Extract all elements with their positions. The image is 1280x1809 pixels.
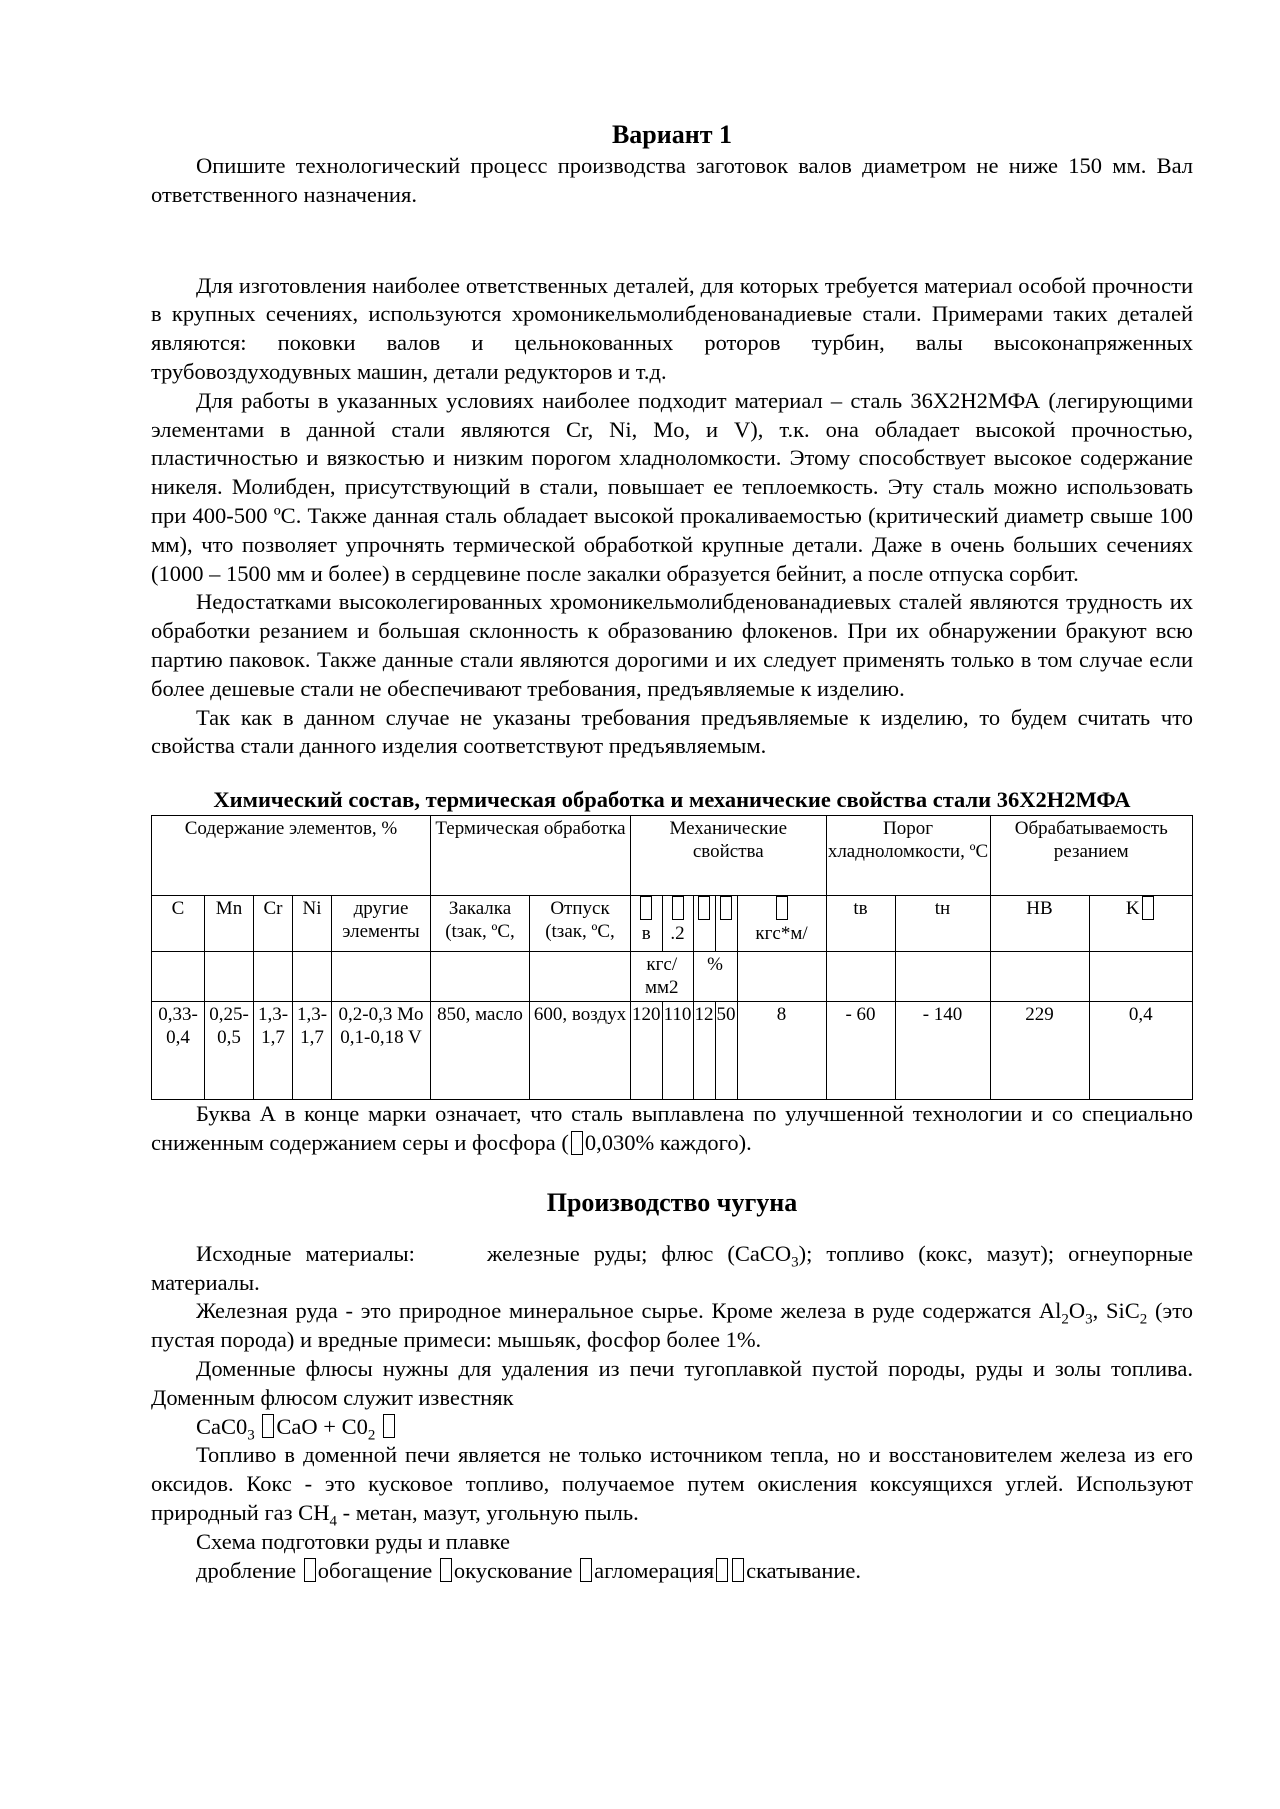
- col-c: C: [152, 896, 205, 952]
- paragraph-intro: Для изготовления наиболее ответственных деталей, для которых требуется материал особой прочности в крупных сечениях, используются хромоникельмолибденованадиевые стали. Примерами таких деталей являются: поковки валов и цельнокованных роторов турбин, валы высоконапряженных трубовоздуходувных машин, детали редукторов и т.д.: [151, 272, 1193, 384]
- value-cr: 1,3-1,7: [254, 1002, 293, 1100]
- unit-stress: кгс/мм2: [631, 952, 694, 1002]
- header-heat-treatment: Термическая обработка: [431, 816, 631, 896]
- col-tn: tн: [895, 896, 990, 952]
- value-k: 0,4: [1089, 1002, 1193, 1100]
- col-other: другие элементы: [332, 896, 431, 952]
- header-mechanical: Механические свойства: [631, 816, 827, 896]
- value-ni: 1,3-1,7: [293, 1002, 332, 1100]
- col-k: K: [1089, 896, 1193, 952]
- value-tv: - 60: [826, 1002, 895, 1100]
- paragraph-assumption: Так как в данном случае не указаны требования предъявляемые к изделию, то будем считать что свойства стали данного изделия соответствуют предъявляемым.: [151, 704, 1193, 759]
- header-composition: Содержание элементов, %: [152, 816, 431, 896]
- document-content: [151, 118, 1193, 1585]
- value-psi: 50: [715, 1002, 737, 1100]
- col-tv: tв: [826, 896, 895, 952]
- value-c: 0,33-0,4: [152, 1002, 205, 1100]
- paragraph-flux: Доменные флюсы нужны для удаления из печи тугоплавкой пустой породы, руды и золы топлива. Доменным флюсом служит известняк: [151, 1355, 1193, 1410]
- paragraph-fuel: Топливо в доменной печи является не только источником тепла, но и восстановителем железа из его оксидов. Кокс - это кусковое топливо, получаемое путем окисления коксуящихся углей. Используют природный газ $CH_4$ - метан, мазут, угольную пыль.: [151, 1442, 1193, 1530]
- paragraph-materials: Исходные материалы: железные руды; флюс (CaCO$_3$); топливо (кокс, мазут); огнеупорные материалы.: [151, 1240, 1194, 1295]
- header-machinability: Обрабатываемость резанием: [990, 816, 1193, 896]
- arrow-icon: [580, 1558, 592, 1582]
- paragraph-ore: Железная руда - это природное минеральное сырье. Кроме железа в руде содержатся $Al_2O_3$, SiC$_2$ (это пустая порода) и вредные примеси: мышьяк, фосфор более 1%.: [151, 1298, 1193, 1353]
- unit-percent: %: [693, 952, 737, 1002]
- task-paragraph: Опишите технологический процесс производства заготовок валов диаметром не ниже 150 мм. Вал ответственного назначения.: [151, 153, 1193, 207]
- col-psi: [715, 896, 737, 952]
- value-temper: 600, воздух: [530, 1002, 631, 1100]
- arrow-icon: [304, 1558, 316, 1582]
- col-hb: HB: [990, 896, 1089, 952]
- scheme-steps: дробление обогащение окускование агломерация скатывание.: [196, 1557, 862, 1583]
- col-quench: Закалка (tзак, ºС,: [431, 896, 530, 952]
- value-delta: 12: [693, 1002, 715, 1100]
- col-sigma-02: .2: [662, 896, 693, 952]
- arrow-icon: [732, 1558, 744, 1582]
- header-cold-brittleness: Порог хладноломкости, ºС: [826, 816, 990, 896]
- arrow-icon: [440, 1558, 452, 1582]
- value-sigma-02: 110: [662, 1002, 693, 1100]
- col-ni: Ni: [293, 896, 332, 952]
- section-title: Производство чугуна: [546, 1187, 798, 1217]
- col-kcu: кгс*м/: [737, 896, 826, 952]
- value-tn: - 140: [895, 1002, 990, 1100]
- col-mn: Mn: [205, 896, 254, 952]
- paragraph-scheme-title: Схема подготовки руды и плавке: [196, 1528, 510, 1554]
- steel-properties-table: [151, 815, 1193, 1100]
- col-sigma-b: в: [631, 896, 663, 952]
- paragraph-letter-a: Буква А в конце марки означает, что сталь выплавлена по улучшенной технологии и со специально сниженным содержанием серы и фосфора ( 0,030% каждого).: [151, 1101, 1193, 1155]
- col-delta: [693, 896, 715, 952]
- col-temper: Отпуск (tзак, ºС,: [530, 896, 631, 952]
- value-sigma-b: 120: [631, 1002, 663, 1100]
- col-cr: Cr: [254, 896, 293, 952]
- value-other: 0,2-0,3 Mo 0,1-0,18 V: [332, 1002, 431, 1100]
- value-mn: 0,25-0,5: [205, 1002, 254, 1100]
- variant-title: Вариант 1: [611, 120, 733, 149]
- paragraph-disadvantages: Недостатками высоколегированных хромоникельмолибденованадиевых сталей являются трудность их обработки резанием и большая склонность к образованию флокенов. При их обнаружении бракуют всю партию паковок. Также данные стали являются дорогими и их следует применять только в том случае если более дешевые стали не обеспечивают требования, предъявляемые к изделию.: [151, 589, 1193, 701]
- arrow-icon: [716, 1558, 728, 1582]
- value-kcu: 8: [737, 1002, 826, 1100]
- value-hb: 229: [990, 1002, 1089, 1100]
- table-title: Химический состав, термическая обработка и механические свойства стали 36Х2Н2МФА: [213, 787, 1131, 813]
- value-quench: 850, масло: [431, 1002, 530, 1100]
- paragraph-material: Для работы в указанных условиях наиболее подходит материал – сталь 36Х2Н2МФА (легирующими элементами в данной стали являются Cr, Ni, Mo, и V), т.к. она обладает высокой прочностью, пластичностью и вязкостью и низким порогом хладноломкости. Этому способствует высокое содержание никеля. Молибден, присутствующий в стали, повышает ее теплоемкость. Эту сталь можно использовать при 400-500 ºС. Также данная сталь обладает высокой прокаливаемостью (критический диаметр свыше 100 мм), что позволяет упрочнять термической обработкой крупные детали. Даже в очень больших сечениях (1000 – 1500 мм и более) в сердцевине после закалки образуется бейнит, а после отпуска сорбит.: [151, 387, 1193, 586]
- reaction-formula: $CaC0_3$ CaO + $C0_2$: [151, 1413, 1193, 1442]
